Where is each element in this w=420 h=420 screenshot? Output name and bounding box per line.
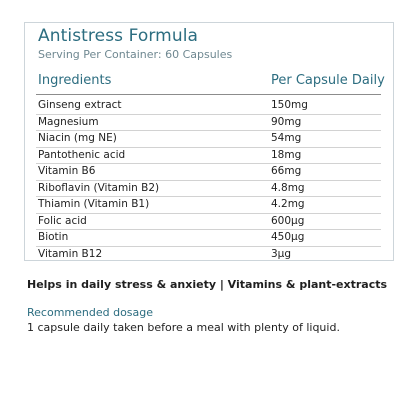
header-divider: [36, 94, 381, 95]
ingredient-name: Ginseng extract: [38, 99, 122, 111]
table-row: [36, 115, 381, 132]
table-row: [36, 214, 381, 231]
table-row: [36, 98, 381, 115]
serving-info: Serving Per Container: 60 Capsules: [38, 48, 233, 61]
table-row: [36, 131, 381, 148]
ingredient-name: Thiamin (Vitamin B1): [38, 198, 150, 210]
table-row: [36, 181, 381, 198]
table-row: [36, 197, 381, 214]
ingredients-header: Ingredients: [38, 73, 112, 88]
ingredient-amount: 450µg: [271, 231, 305, 243]
ingredient-name: Riboflavin (Vitamin B2): [38, 181, 160, 194]
ingredient-amount: 4.2mg: [271, 198, 305, 210]
ingredient-amount: 90mg: [271, 115, 302, 128]
ingredient-name: Magnesium: [38, 115, 99, 128]
ingredients-table: [36, 98, 381, 262]
dosage-heading: Recommended dosage: [27, 306, 154, 319]
ingredient-amount: 66mg: [271, 165, 302, 177]
ingredient-name: Vitamin B6: [38, 165, 96, 177]
ingredient-name: Folic acid: [38, 214, 87, 227]
ingredient-amount: 54mg: [271, 132, 302, 144]
ingredient-amount: 4.8mg: [271, 181, 305, 194]
table-row: [36, 247, 381, 263]
table-row: [36, 148, 381, 165]
ingredient-name: Pantothenic acid: [38, 148, 126, 161]
ingredient-amount: 600µg: [271, 214, 305, 227]
product-tagline: Helps in daily stress & anxiety | Vitamins & plant-extracts: [27, 278, 388, 291]
dosage-instructions: 1 capsule daily taken before a meal with plenty of liquid.: [27, 321, 340, 334]
ingredient-name: Niacin (mg NE): [38, 132, 117, 144]
ingredient-amount: 150mg: [271, 99, 308, 111]
per-capsule-header: Per Capsule Daily: [271, 73, 385, 88]
product-title: Antistress Formula: [38, 26, 199, 46]
ingredient-amount: 3µg: [271, 247, 292, 260]
ingredient-amount: 18mg: [271, 148, 302, 161]
ingredient-name: Vitamin B12: [38, 247, 103, 260]
table-row: [36, 230, 381, 247]
table-row: [36, 164, 381, 181]
ingredient-name: Biotin: [38, 231, 69, 243]
